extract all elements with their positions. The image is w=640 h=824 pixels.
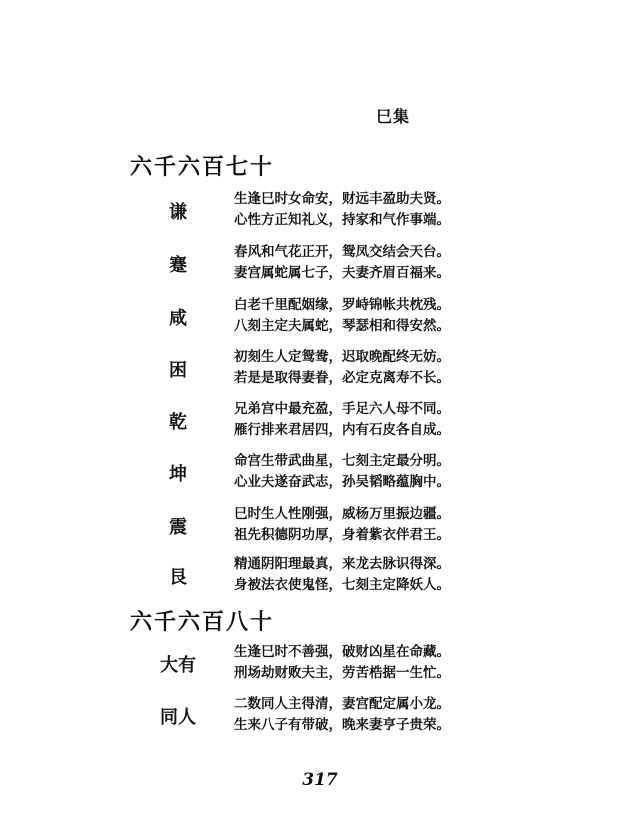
verse-line: 春风和气花正开，鸳凤交结会天台。: [234, 244, 450, 260]
hexagram-name: 坤: [169, 464, 187, 485]
verse-entry: [130, 641, 490, 687]
hexagram-name: 蹇: [169, 255, 187, 276]
section-title: 六千六百八十: [130, 609, 275, 635]
verse-line: 初刻生人定鸳鸯，迟取晚配终无妨。: [234, 349, 450, 365]
verse-entry: [130, 241, 490, 287]
verse-entry: [130, 294, 490, 340]
hexagram-name: 困: [169, 360, 187, 381]
verse-line: 八刻主定夫属蛇，琴瑟相和得安然。: [234, 318, 450, 334]
verse-text: [234, 554, 450, 596]
page-header: 巳集: [375, 107, 410, 126]
hexagram-name: 艮: [169, 567, 187, 588]
hexagram-name: 谦: [169, 202, 187, 223]
verse-entry: [130, 553, 490, 599]
verse-line: 巳时生人性刚强，威杨万里振边疆。: [234, 506, 450, 522]
verse-line: 身被法衣使鬼怪，七刻主定降妖人。: [234, 577, 450, 593]
verse-text: [234, 642, 450, 684]
verse-line: 生来八子有带破，晚来妻亨子贵荣。: [234, 717, 450, 733]
verse-line: 命宫生带武曲星，七刻主定最分明。: [234, 453, 450, 469]
verse-line: 若是是取得妻眷，必定克离寿不长。: [234, 370, 450, 386]
verse-line: 精通阴阳理最真，来龙去脉识得深。: [234, 556, 450, 572]
verse-line: 兄弟宫中最充盈，手足六人母不同。: [234, 401, 450, 417]
verse-line: 祖先积德阴功厚，身着紫衣伴君王。: [234, 527, 450, 543]
page-number: 317: [302, 770, 338, 790]
verse-line: 白老千里配姻缘，罗峙锦帐共枕残。: [234, 297, 450, 313]
verse-text: [234, 189, 450, 231]
hexagram-name: 同人: [160, 707, 196, 728]
verse-line: 刑场劫财败夫主，劳苦梏据一生忙。: [234, 665, 450, 681]
verse-line: 生逢巳时不善强，破财凶星在命藏。: [234, 644, 450, 660]
verse-entry: [130, 693, 490, 739]
hexagram-name: 震: [169, 517, 187, 538]
verse-text: [234, 295, 450, 337]
section-title: 六千六百七十: [130, 154, 275, 180]
verse-line: 生逢巳时女命安，财远丰盈助夫贤。: [234, 191, 450, 207]
verse-text: [234, 451, 450, 493]
verse-entry: [130, 398, 490, 444]
verse-entry: [130, 188, 490, 234]
verse-entry: [130, 346, 490, 392]
verse-line: 心性方正知礼义，持家和气作事端。: [234, 212, 450, 228]
verse-line: 妻宫属蛇属七子，夫妻齐眉百福来。: [234, 265, 450, 281]
verse-entry: [130, 503, 490, 549]
verse-text: [234, 242, 450, 284]
verse-text: [234, 399, 450, 441]
verse-text: [234, 504, 450, 546]
verse-line: 二数同人主得清，妻宫配定属小龙。: [234, 696, 450, 712]
verse-line: 心业夫遂奋武志，孙吴韬略蕴胸中。: [234, 474, 450, 490]
verse-text: [234, 347, 450, 389]
verse-line: 雁行排来君居四，内有石皮各自成。: [234, 422, 450, 438]
hexagram-name: 大有: [160, 655, 196, 676]
verse-text: [234, 694, 450, 736]
verse-entry: [130, 450, 490, 496]
hexagram-name: 乾: [169, 412, 187, 433]
hexagram-name: 咸: [169, 308, 187, 329]
